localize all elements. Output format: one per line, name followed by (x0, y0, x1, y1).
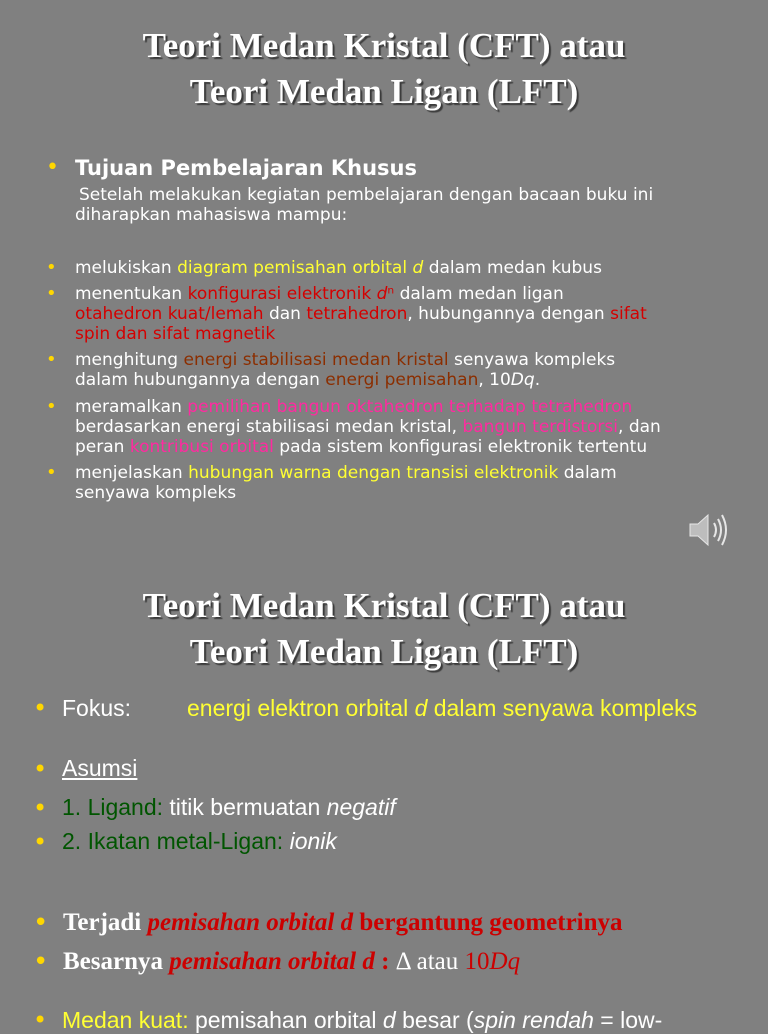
text-segment: besar ( (395, 1007, 474, 1033)
text-segment: sifat (610, 304, 647, 324)
bullet-dot: • (46, 257, 57, 278)
text-segment: 1. Ligand: (62, 794, 170, 820)
bullet-dot: • (33, 947, 49, 977)
objective-item (75, 350, 615, 390)
objective-item (75, 463, 617, 503)
text-segment: Dq (510, 370, 535, 390)
objective-line (75, 463, 617, 483)
text-segment: tetrahedron (306, 304, 408, 324)
objective-line (75, 417, 661, 437)
text-segment: menjelaskan (75, 463, 189, 483)
text-segment: pemisahan orbital (194, 1007, 383, 1033)
text-segment: : (381, 948, 396, 975)
slide-1-title (0, 23, 768, 115)
objective-line (75, 483, 617, 503)
text-segment: peran (75, 437, 130, 457)
text-segment: meramalkan (75, 397, 188, 417)
asumsi-heading: Asumsi (62, 755, 138, 781)
objective-line (75, 370, 615, 390)
intro-line-1: Setelah melakukan kegiatan pembelajaran dengan bacaan buku ini (79, 185, 654, 205)
objective-item (75, 258, 602, 278)
text-segment: pemilihan bangun oktahedron terhadap tetrahedron (187, 397, 633, 417)
text-segment: Terjadi (63, 909, 148, 936)
text-segment: Medan kuat: (62, 1007, 195, 1033)
fokus-text (187, 694, 697, 722)
objective-line (75, 304, 647, 324)
text-segment: bangun terdistorsi (462, 417, 619, 437)
objectives-intro (75, 185, 653, 225)
bullet-dot: • (46, 462, 57, 483)
text-segment: berdasarkan energi stabilisasi medan kristal, (75, 417, 463, 437)
text-segment: dalam medan ligan (394, 284, 564, 304)
objective-line (75, 258, 602, 278)
bullet-dot: • (33, 694, 48, 722)
text-segment: Δ atau (395, 948, 465, 975)
objective-item (75, 284, 647, 344)
objective-item (75, 397, 661, 457)
text-segment: 2. Ikatan metal-Ligan: (62, 828, 290, 854)
text-segment: , dan (618, 417, 661, 437)
text-segment: d (382, 1007, 396, 1033)
text-segment: spin dan sifat magnetik (75, 324, 276, 344)
fokus-label: Fokus: (62, 695, 132, 721)
speaker-icon[interactable] (688, 511, 730, 549)
assumption-2 (62, 827, 337, 855)
bullet-dot: • (33, 1006, 48, 1034)
text-segment: d (412, 258, 429, 278)
text-segment: ionik (289, 828, 337, 854)
terjadi-line (63, 908, 623, 938)
text-segment: Besarnya (63, 948, 170, 975)
text-segment: pada sistem konfigurasi elektronik tertentu (273, 437, 648, 457)
medan-kuat-line (62, 1006, 662, 1034)
text-segment: pemisahan orbital d (169, 948, 382, 975)
text-segment: pemisahan orbital d (147, 909, 360, 936)
text-segment: d (376, 284, 388, 304)
objective-line (75, 397, 661, 417)
text-segment: menentukan (75, 284, 188, 304)
text-segment: diagram pemisahan orbital (177, 258, 413, 278)
bullet-dot: • (33, 908, 49, 938)
text-segment: hubungan warna dengan transisi elektronik (188, 463, 559, 483)
text-segment: senyawa kompleks (75, 483, 237, 503)
slide-2-title (0, 583, 768, 675)
objective-line (75, 437, 661, 457)
text-segment: otahedron kuat/lemah (75, 304, 264, 324)
objective-line (75, 350, 615, 370)
text-segment: kontribusi orbital (129, 437, 274, 457)
slide-2 (0, 555, 768, 1034)
text-segment: melukiskan (75, 258, 178, 278)
text-segment: spin rendah (473, 1007, 594, 1033)
bullet-dot: • (46, 283, 57, 304)
text-segment: dalam hubungannya dengan (75, 370, 326, 390)
text-segment: konfigurasi elektronik (187, 284, 377, 304)
slide-1-title-line-2: Teori Medan Ligan (LFT) (189, 72, 579, 111)
text-segment: energi stabilisasi medan kristal (183, 350, 449, 370)
text-segment: = low- (593, 1007, 663, 1033)
bullet-dot: • (46, 396, 57, 417)
text-segment: senyawa kompleks (448, 350, 616, 370)
text-segment: , 10 (478, 370, 511, 390)
text-segment: dalam medan kubus (428, 258, 602, 278)
intro-line-2: diharapkan mahasiswa mampu: (75, 205, 348, 225)
text-segment: Dq (489, 948, 521, 975)
text-segment: dalam (558, 463, 617, 483)
text-segment: dan (263, 304, 307, 324)
bullet-dot: • (46, 349, 57, 370)
text-segment: energi pemisahan (325, 370, 479, 390)
slide-1-title-line-1: Teori Medan Kristal (CFT) atau (142, 26, 626, 65)
text-segment: energi elektron orbital (187, 695, 415, 721)
text-segment: d (414, 695, 428, 721)
bullet-dot: • (46, 155, 59, 180)
text-segment: titik bermuatan (169, 794, 327, 820)
slide-2-title-line-1: Teori Medan Kristal (CFT) atau (142, 586, 626, 625)
text-segment: 10 (464, 948, 490, 975)
bullet-dot: • (33, 794, 48, 822)
bullet-dot: • (33, 828, 48, 856)
assumption-1 (62, 793, 396, 821)
text-segment: . (534, 370, 541, 390)
bullet-dot: • (33, 755, 48, 783)
text-segment: negatif (326, 794, 396, 820)
text-segment: menghitung (75, 350, 184, 370)
slide-2-title-line-2: Teori Medan Ligan (LFT) (189, 632, 579, 671)
text-segment: , hubungannya dengan (407, 304, 611, 324)
objective-line (75, 324, 647, 344)
text-segment: bergantung geometrinya (359, 909, 623, 936)
objective-line (75, 284, 647, 304)
text-segment: dalam senyawa kompleks (427, 695, 698, 721)
besarnya-line (63, 947, 520, 977)
text-segment: ⁿ (387, 284, 395, 304)
objectives-heading: Tujuan Pembelajaran Khusus (75, 156, 417, 180)
